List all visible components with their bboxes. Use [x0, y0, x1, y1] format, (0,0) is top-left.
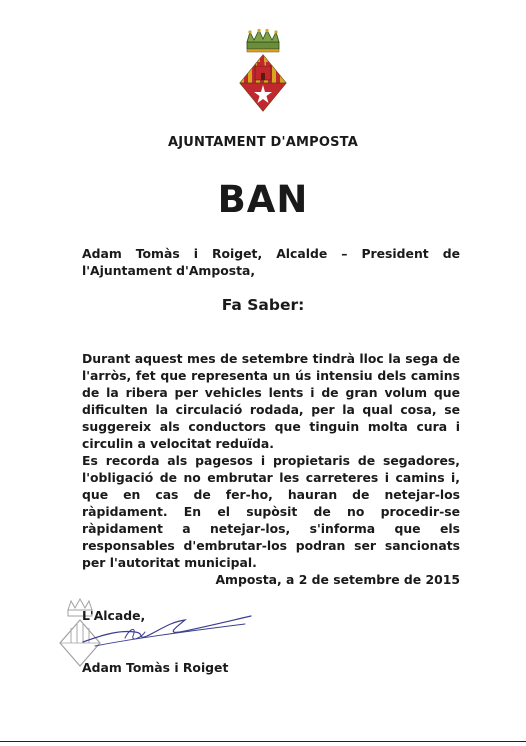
announce-heading: Fa Saber:	[221, 296, 305, 314]
signer-role: L'Alcade,	[82, 608, 146, 623]
crown-icon	[247, 29, 279, 52]
shield-icon	[233, 55, 293, 112]
intro-paragraph: Adam Tomàs i Roiget, Alcalde – President de l'Ajuntament d'Amposta,	[82, 246, 460, 278]
body-paragraph-2: Es recorda als pagesos i propietaris de segadores, l'obligació de no embrutar les carreteres i camins i, que en cas de fer-ho, hauran de netejar-los ràpidament. En el supòsit de no procedir-se ràpidament a netejar-los, s'informa que els responsables d'embrutar-los podran ser sancionats per l'autoritat municipal.	[82, 453, 460, 570]
date-line: Amposta, a 2 de setembre de 2015	[215, 572, 460, 587]
signer-name: Adam Tomàs i Roiget	[82, 660, 229, 675]
document-title: BAN	[217, 178, 309, 221]
issuer-heading: AJUNTAMENT D'AMPOSTA	[168, 135, 358, 150]
handwritten-signature-icon	[75, 612, 255, 652]
coat-of-arms-icon	[233, 28, 293, 112]
page-edge-divider	[0, 741, 526, 742]
body-paragraph-1: Durant aquest mes de setembre tindrà lloc la sega de l'arròs, fet que representa un ús intensiu dels camins de la ribera per vehicles lents i de gran volum que dificulten la circulació rodada, per la qual cosa, se suggereix als conductors que tinguin molta cura i circulin a velocitat reduïda.	[82, 351, 460, 451]
